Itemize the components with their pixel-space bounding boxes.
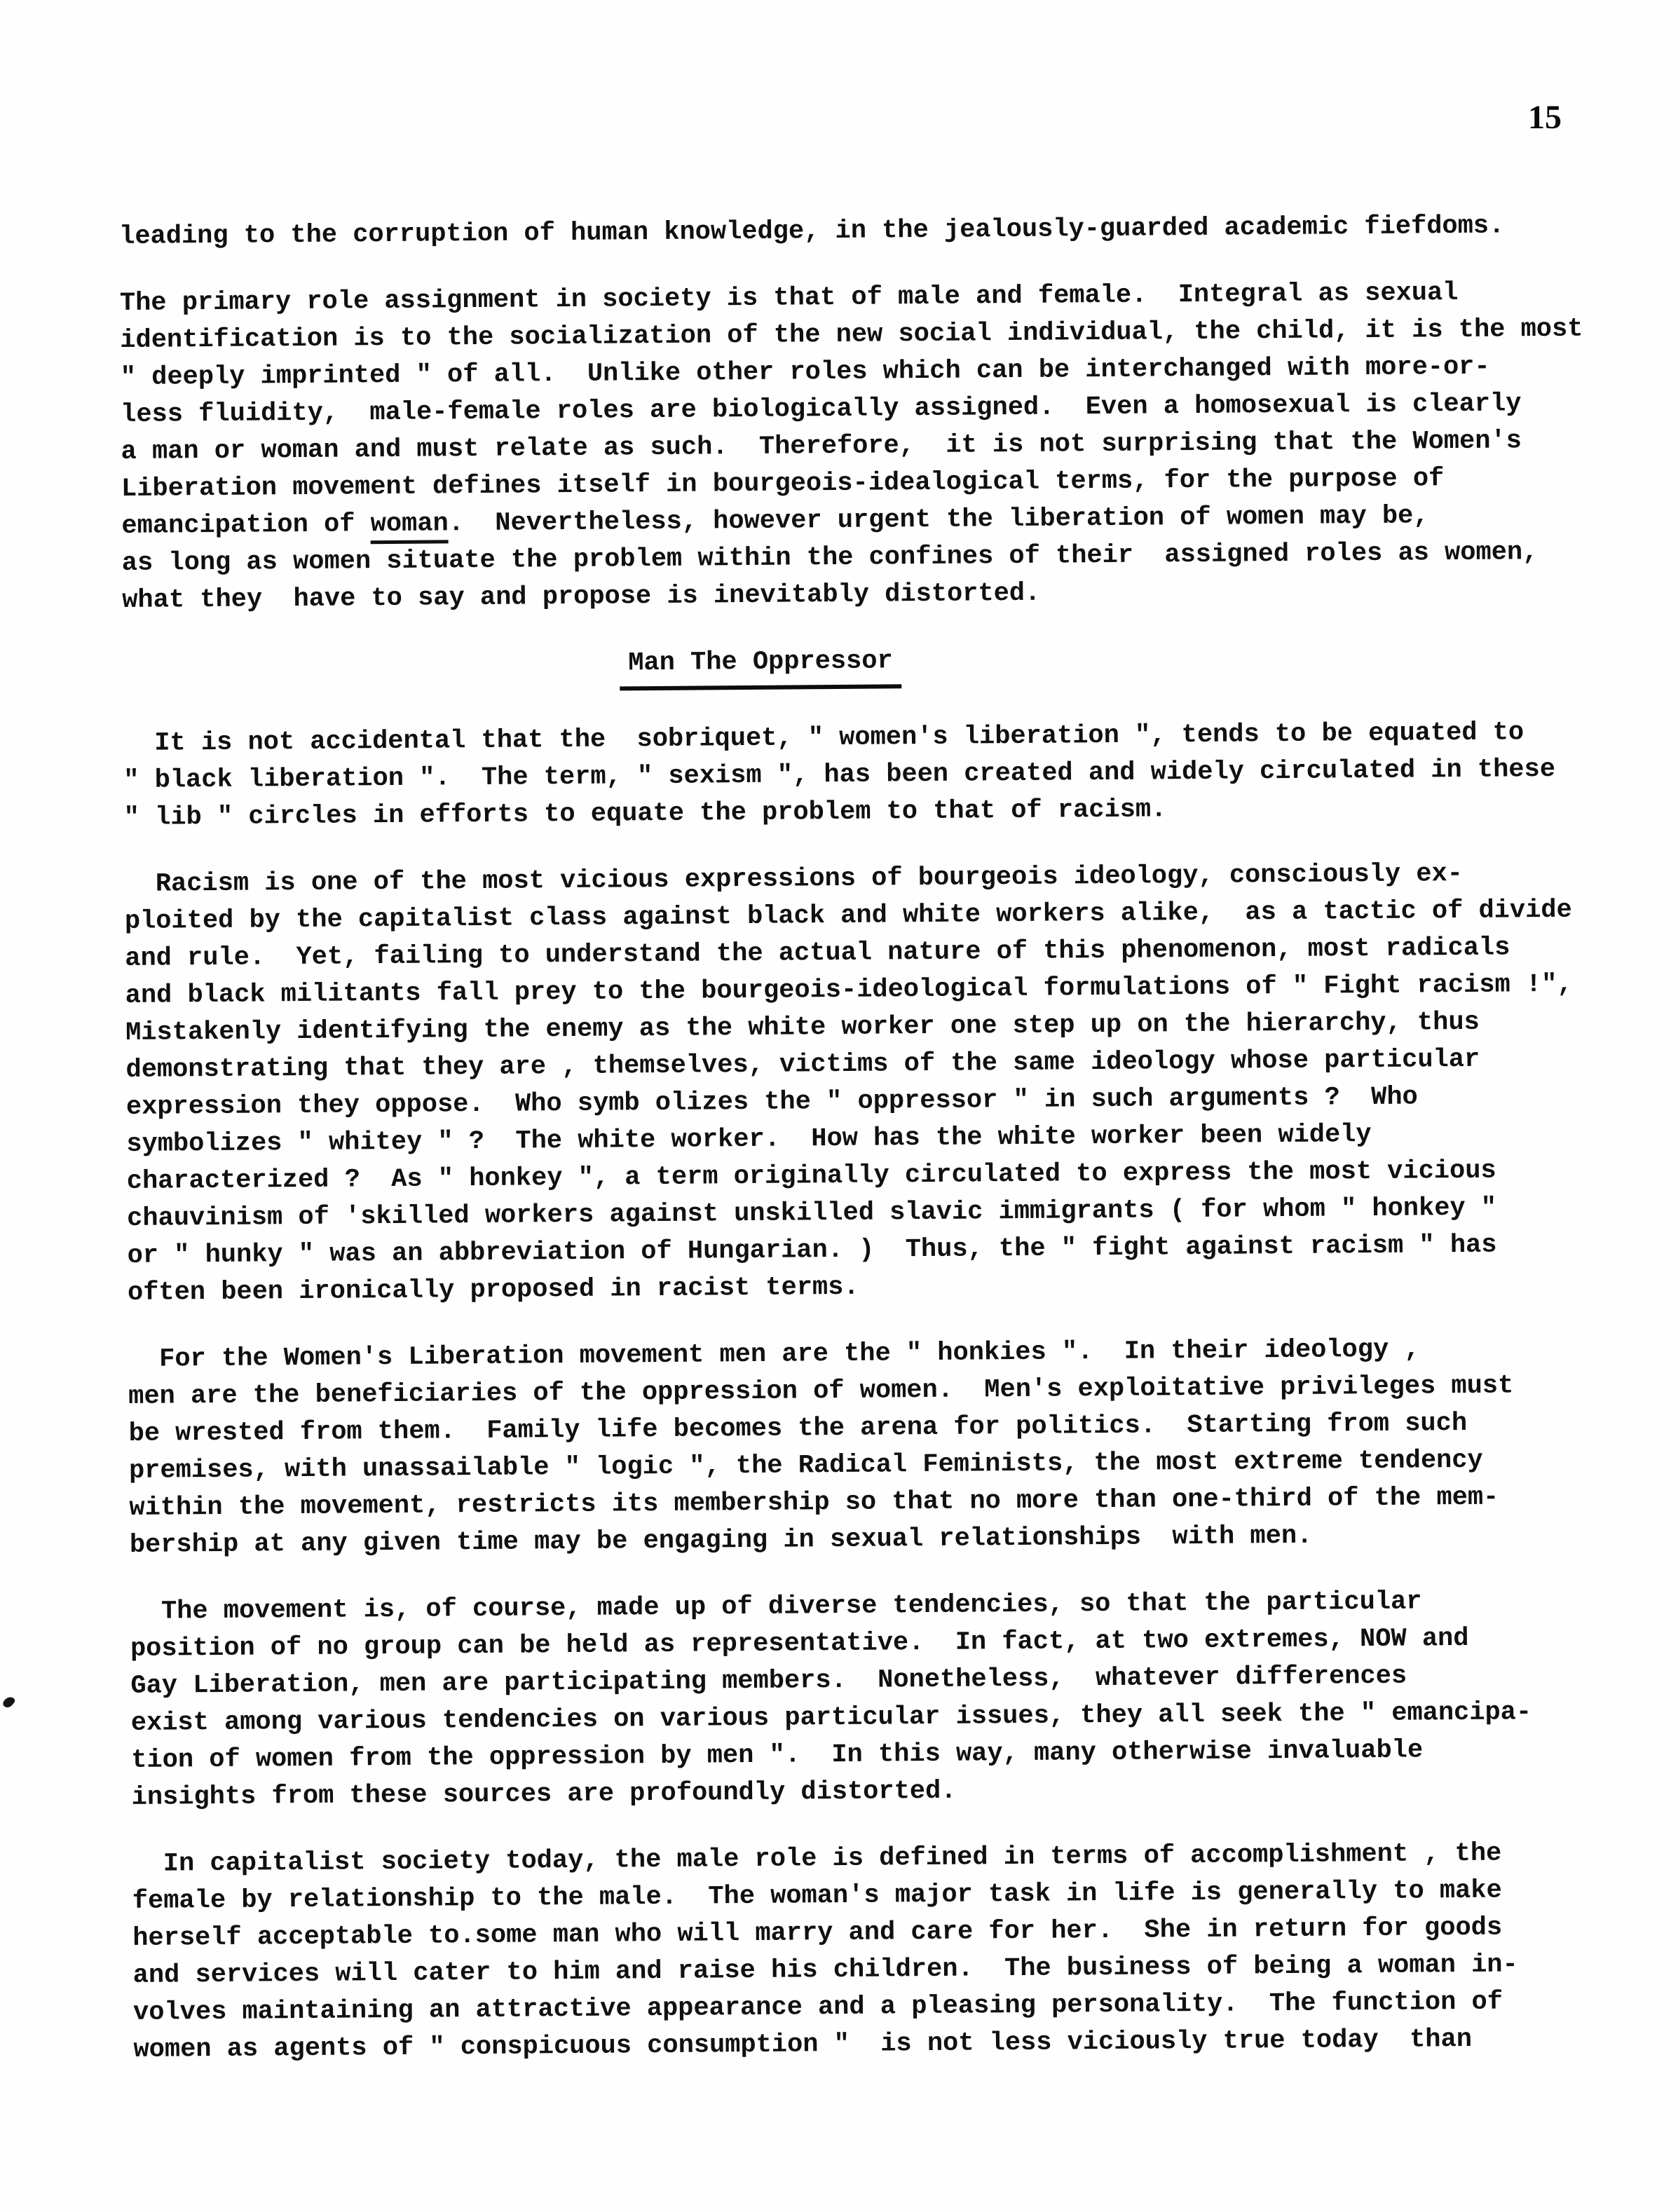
text-segment: emancipation of [121, 510, 371, 541]
text-line: volves maintaining an attractive appearance and a pleasing personality. The function of [132, 1987, 1503, 2028]
text-line: female by relationship to the male. The woman's major task in life is generally to make [132, 1876, 1502, 1916]
text-line: chauvinism of 'skilled workers against unskilled slavic immigrants ( for whom " honkey " [127, 1193, 1497, 1234]
paragraph-sobriquet [123, 714, 1610, 837]
text-line: Liberation movement defines itself in bourgeois-idealogical terms, for the purpose of [121, 464, 1445, 504]
paragraph-diverse-tendencies [130, 1582, 1617, 1817]
paragraph-intro [119, 207, 1605, 256]
paragraph-role-assignment [120, 273, 1609, 620]
text-line: tion of women from the oppression by men ". In this way, many otherwise invaluable [131, 1735, 1424, 1775]
text-line: herself acceptable to.some man who will marry and care for her. She in return for goods [132, 1913, 1503, 1953]
underlined-word: woman [371, 509, 449, 544]
text-line: be wrested from them. Family life becomes the arena for politics. Starting from such [128, 1408, 1468, 1449]
text-line: exist among various tendencies on various particular issues, they all seek the " emancipa- [130, 1698, 1532, 1738]
text-line: identification is to the socialization of the new social individual, the child, it is the most [120, 314, 1583, 355]
text-line: leading to the corruption of human knowledge, in the jealously-guarded academic fiefdoms. [119, 211, 1505, 252]
text-line: insights from these sources are profoundly distorted. [131, 1776, 957, 1812]
text-line: within the movement, restricts its membership so that no more than one-third of the mem- [129, 1482, 1499, 1523]
text-line: less fluidity, male-female roles are biologically assigned. Even a homosexual is clearly [121, 389, 1522, 430]
text-line: often been ironically proposed in racist terms. [127, 1272, 859, 1308]
page-text-block [119, 207, 1620, 2098]
text-line: expression they oppose. Who symb olizes the " oppressor " in such arguments ? Who [125, 1082, 1418, 1122]
text-line: men are the beneficiaries of the oppression of women. Men's exploitative privileges must [128, 1371, 1514, 1412]
text-line: Mistakenly identifying the enemy as the white worker one step up on the hierarchy, thus [125, 1007, 1480, 1048]
text-segment: . Nevertheless, however urgent the liberation of women may be, [448, 501, 1429, 539]
section-heading-wrap [123, 639, 1398, 695]
text-line: and services will cater to him and raise his children. The business of being a woman in- [132, 1950, 1518, 1991]
text-line: a man or woman and must relate as such. Therefore, it is not surprising that the Women's [121, 426, 1522, 467]
text-line: ploited by the capitalist class against black and white workers alike, as a tactic of divide [124, 895, 1572, 936]
text-line: and black militants fall prey to the bourgeois-ideological formulations of " Fight racism !", [125, 969, 1573, 1011]
text-line: " black liberation ". The term, " sexism ", has been created and widely circulated in these [123, 754, 1556, 796]
text-line: It is not accidental that the sobriquet, " women's liberation ", tends to be equated to [123, 718, 1524, 758]
text-line: bership at any given time may be engaging in sexual relationships with men. [129, 1521, 1313, 1560]
text-line: premises, with unassailable " logic ", the Radical Feminists, the most extreme tendency [128, 1445, 1483, 1486]
paragraph-racism [124, 854, 1614, 1312]
text-line: as long as women situate the problem within the confines of their assigned roles as women, [121, 538, 1539, 578]
text-line: characterized ? As " honkey ", a term originally circulated to express the most vicious [126, 1156, 1496, 1196]
text-line: symbolizes " whitey " ? The white worker. How has the white worker been widely [126, 1120, 1372, 1159]
text-line: The movement is, of course, made up of diverse tendencies, so that the particular [130, 1587, 1422, 1627]
text-line: demonstrating that they are , themselves, victims of the same ideology whose particular [125, 1044, 1480, 1085]
text-line: women as agents of " conspicuous consumption " is not less viciously true today than [133, 2024, 1473, 2065]
page-number: 15 [1528, 99, 1562, 136]
text-line: " deeply imprinted " of all. Unlike other roles which can be interchanged with more-or- [120, 352, 1490, 392]
text-line: or " hunky " was an abbreviation of Hungarian. ) Thus, the " fight against racism " has [127, 1230, 1497, 1271]
text-line: what they have to say and propose is inevitably distorted. [122, 578, 1041, 615]
paragraph-capitalist-society [132, 1834, 1619, 2069]
text-line: and rule. Yet, failing to understand the actual nature of this phenomenon, most radicals [125, 933, 1510, 974]
text-line: Racism is one of the most vicious expressions of bourgeois ideology, consciously ex- [124, 859, 1464, 899]
margin-ink-mark [1, 1695, 16, 1709]
section-heading: Man The Oppressor [620, 643, 901, 690]
text-line: For the Women's Liberation movement men are the " honkies ". In their ideology , [128, 1334, 1420, 1374]
text-line: position of no group can be held as representative. In fact, at two extremes, NOW and [130, 1623, 1469, 1664]
text-line: " lib " circles in efforts to equate the problem to that of racism. [123, 795, 1167, 833]
text-line: The primary role assignment in society is that of male and female. Integral as sexual [119, 278, 1459, 318]
paragraph-honkies [128, 1330, 1616, 1564]
text-line: In capitalist society today, the male role is defined in terms of accomplishment , the [132, 1838, 1502, 1879]
text-line: Gay Liberation, men are participating members. Nonetheless, whatever differences [130, 1661, 1407, 1701]
